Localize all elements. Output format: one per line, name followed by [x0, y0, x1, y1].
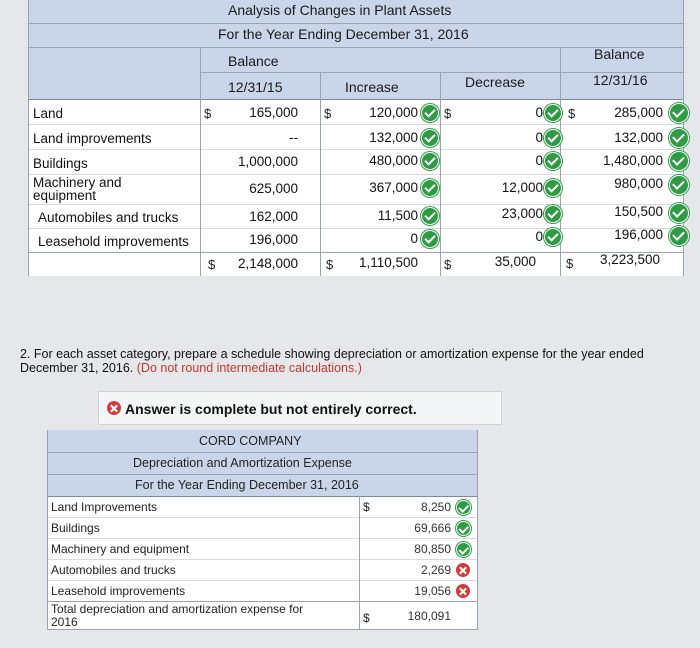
leasehold-begin: 196,000	[249, 232, 298, 247]
schedule-row-label: Buildings	[51, 521, 100, 535]
schedule-company: CORD COMPANY	[199, 434, 302, 448]
correct-check-icon	[544, 129, 562, 147]
correct-check-icon	[456, 521, 471, 536]
total-end: 3,223,500	[599, 252, 660, 267]
buildings-decrease[interactable]: 0	[535, 153, 543, 168]
currency-sign: $	[324, 106, 332, 121]
col-balance-end-line2: 12/31/16	[593, 72, 648, 88]
automobiles-decrease[interactable]: 23,000	[501, 206, 543, 221]
buildings-increase[interactable]: 480,000	[369, 153, 418, 168]
row-label-land: Land	[33, 106, 64, 121]
currency-sign: $	[568, 106, 576, 121]
schedule-total-value: 180,091	[407, 609, 451, 623]
schedule-period: For the Year Ending December 31, 2016	[135, 478, 359, 492]
question-number: 2.	[20, 347, 31, 361]
correct-check-icon	[456, 500, 471, 515]
col-balance-begin-line1: Balance	[228, 53, 279, 69]
land-increase[interactable]: 120,000	[369, 105, 418, 120]
automobiles-begin: 162,000	[249, 209, 298, 224]
currency-sign: $	[444, 106, 452, 121]
schedule-title: Depreciation and Amortization Expense	[133, 456, 352, 470]
col-balance-end-line1: Balance	[594, 46, 645, 62]
currency-sign: $	[326, 257, 334, 272]
currency-sign: $	[566, 256, 574, 271]
land-improvements-begin: --	[289, 130, 298, 145]
correct-check-icon	[421, 104, 439, 122]
land-begin: 165,000	[249, 105, 298, 120]
correct-check-icon	[544, 179, 562, 197]
currency-sign: $	[444, 257, 452, 272]
incorrect-x-icon	[456, 584, 470, 598]
leasehold-decrease[interactable]: 0	[535, 229, 543, 244]
row-label-leasehold: Leasehold improvements	[38, 234, 189, 249]
correct-check-icon	[544, 228, 562, 246]
row-label-land-improvements: Land improvements	[33, 131, 152, 146]
schedule-row-label: Machinery and equipment	[51, 542, 190, 556]
correct-check-icon	[421, 179, 439, 197]
schedule-total-label-year: 2016	[51, 615, 78, 629]
correct-check-icon	[421, 230, 439, 248]
schedule-row-label: Leasehold improvements	[51, 584, 186, 598]
correct-check-icon	[669, 103, 689, 123]
land-improvements-increase[interactable]: 132,000	[369, 130, 418, 145]
depreciation-schedule-table	[47, 430, 478, 630]
schedule-value[interactable]: 69,666	[414, 521, 451, 535]
currency-sign: $	[208, 257, 216, 272]
correct-check-icon	[544, 205, 562, 223]
analysis-title: Analysis of Changes in Plant Assets	[228, 2, 452, 18]
total-decrease: 35,000	[494, 254, 536, 269]
question-text: For each asset category, prepare a schedule showing depreciation or amortization expense for the year ended December 31, 2016.	[20, 347, 644, 375]
land-end[interactable]: 285,000	[614, 105, 663, 120]
currency-sign: $	[204, 106, 212, 121]
correct-check-icon	[544, 152, 562, 170]
row-label-buildings: Buildings	[33, 156, 88, 171]
land-improvements-decrease[interactable]: 0	[535, 130, 543, 145]
schedule-value[interactable]: 80,850	[414, 542, 451, 556]
row-label-machinery: Machinery and equipment	[33, 175, 122, 203]
schedule-row-label: Automobiles and trucks	[51, 563, 176, 577]
land-decrease[interactable]: 0	[535, 105, 543, 120]
currency-sign: $	[363, 500, 370, 514]
schedule-value[interactable]: 19,056	[414, 584, 451, 598]
incorrect-x-icon	[107, 401, 121, 415]
schedule-value[interactable]: 8,250	[420, 500, 451, 514]
land-improvements-end[interactable]: 132,000	[614, 130, 663, 145]
correct-check-icon	[456, 542, 471, 557]
plant-assets-analysis-table	[28, 0, 684, 276]
correct-check-icon	[669, 203, 689, 223]
correct-check-icon	[544, 104, 562, 122]
incorrect-x-icon	[456, 563, 470, 577]
total-increase: 1,110,500	[358, 255, 418, 270]
correct-check-icon	[669, 226, 689, 246]
total-begin: 2,148,000	[237, 256, 298, 271]
correct-check-icon	[669, 175, 689, 195]
correct-check-icon	[669, 151, 689, 171]
machinery-begin: 625,000	[249, 181, 298, 196]
correct-check-icon	[421, 129, 439, 147]
col-decrease: Decrease	[465, 74, 525, 90]
automobiles-increase[interactable]: 11,500	[377, 208, 418, 223]
currency-sign: $	[363, 611, 370, 625]
automobiles-end[interactable]: 150,500	[614, 204, 663, 219]
answer-status-text: Answer is complete but not entirely correct.	[125, 401, 417, 417]
col-balance-begin-line2: 12/31/15	[228, 79, 283, 95]
leasehold-end[interactable]: 196,000	[614, 227, 663, 242]
schedule-total-label: Total depreciation and amortization expense for	[51, 602, 304, 616]
correct-check-icon	[421, 207, 439, 225]
machinery-decrease[interactable]: 12,000	[501, 180, 543, 195]
schedule-row-label: Land Improvements	[51, 500, 158, 514]
machinery-increase[interactable]: 367,000	[369, 180, 418, 195]
leasehold-increase[interactable]: 0	[410, 231, 418, 246]
analysis-subtitle: For the Year Ending December 31, 2016	[218, 26, 469, 42]
question-note: (Do not round intermediate calculations.)	[136, 361, 362, 375]
buildings-end[interactable]: 1,480,000	[602, 153, 663, 168]
correct-check-icon	[669, 128, 689, 148]
correct-check-icon	[421, 152, 439, 170]
row-label-automobiles: Automobiles and trucks	[38, 210, 179, 225]
col-increase: Increase	[345, 79, 399, 95]
buildings-begin: 1,000,000	[237, 154, 298, 169]
machinery-end[interactable]: 980,000	[614, 176, 663, 191]
answer-status-banner	[98, 391, 502, 425]
schedule-value[interactable]: 2,269	[420, 563, 451, 577]
question-2	[20, 347, 660, 375]
